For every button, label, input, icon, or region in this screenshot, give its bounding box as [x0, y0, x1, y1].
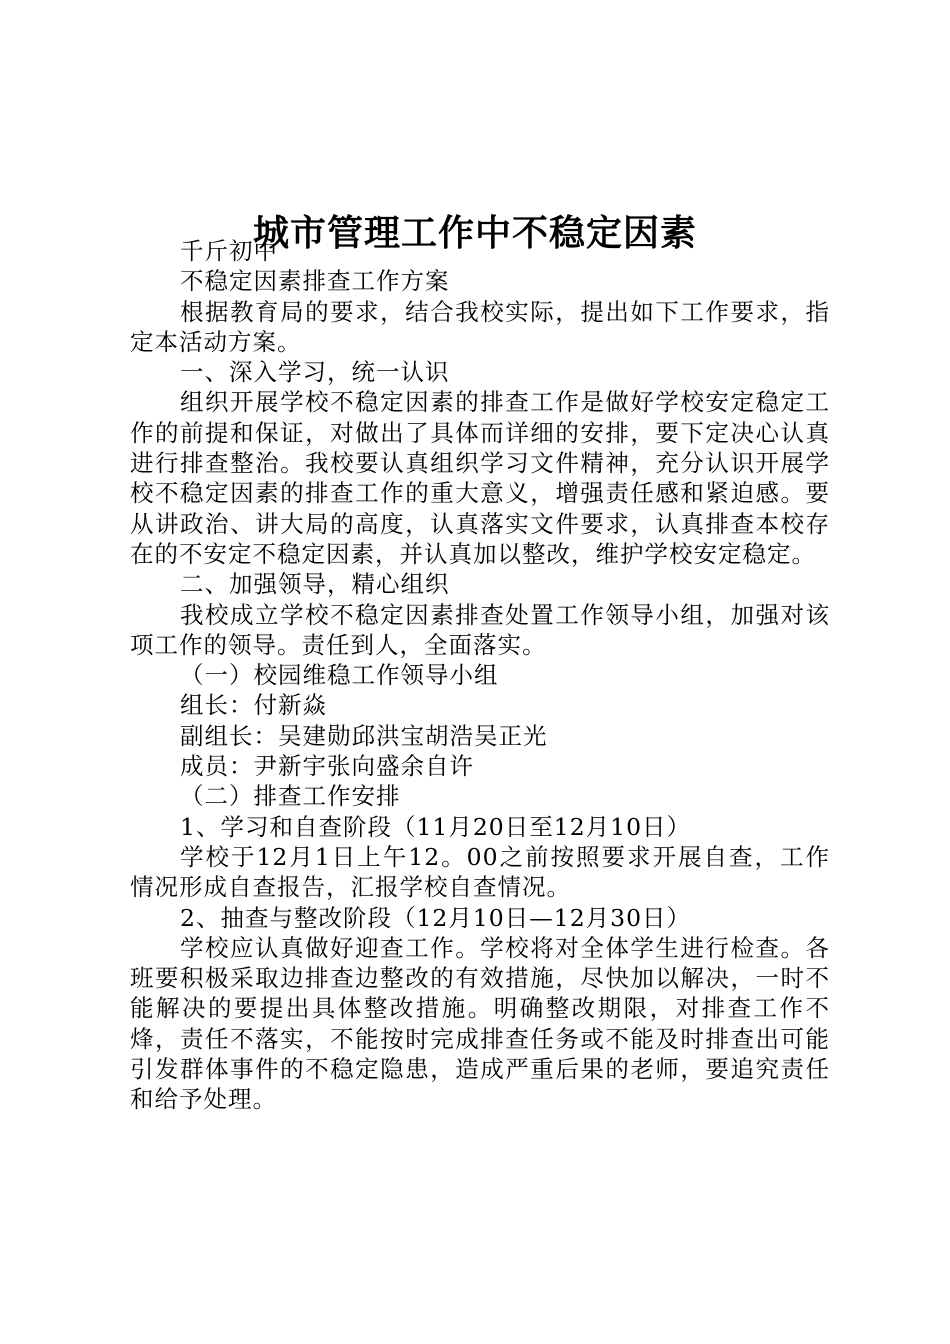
paragraph: 我校成立学校不稳定因素排查处置工作领导小组，加强对该项工作的领导。责任到人，全面落实。 — [130, 600, 830, 659]
school-name: 千斤初中 — [180, 237, 278, 265]
subsection-heading: （二）排查工作安排 — [180, 782, 401, 811]
phase-heading: 2、抽查与整改阶段（12月10日—12月30日） — [180, 903, 692, 932]
document-body — [130, 236, 830, 1115]
paragraph: 学校应认真做好迎查工作。学校将对全体学生进行检查。各班要积极采取边排查边整改的有效措施，尽快加以解决，一时不能解决的要提出具体整改措施。明确整改期限，对排查工作不烽，责任不落实，不能按时完成排查任务或不能及时排查出可能引发群体事件的不稳定隐患，造成严重后果的老师，要追究责任和给予处理。 — [130, 933, 830, 1114]
team-deputy-leaders: 副组长：吴建勋邱洪宝胡浩吴正光 — [180, 721, 548, 750]
paragraph: 组织开展学校不稳定因素的排查工作是做好学校安定稳定工作的前提和保证，对做出了具体而详细的安排，要下定决心认真进行排查整治。我校要认真组织学习文件精神，充分认识开展学校不稳定因素的排查工作的重大意义，增强责任感和紧迫感。要从讲政治、讲大局的高度，认真落实文件要求，认真排查本校存在的不安定不稳定因素，并认真加以整改，维护学校安定稳定。 — [130, 388, 830, 568]
document-title: 城市管理工作中不稳定因素 — [252, 212, 697, 255]
phase-heading: 1、学习和自查阶段（11月20日至12月10日） — [180, 812, 692, 841]
paragraph: 根据教育局的要求，结合我校实际，提出如下工作要求，指定本活动方案。 — [130, 297, 830, 356]
subsection-heading: （一）校园维稳工作领导小组 — [180, 661, 499, 690]
paragraph: 学校于12月1日上午12。00之前按照要求开展自查，工作情况形成自查报告，汇报学校自查情况。 — [130, 842, 830, 902]
section-heading: 二、加强领导，精心组织 — [180, 570, 450, 599]
team-leader: 组长：付新焱 — [180, 691, 327, 720]
plan-title: 不稳定因素排查工作方案 — [180, 267, 450, 296]
team-members: 成员：尹新宇张向盛余自许 — [180, 752, 474, 781]
section-heading: 一、深入学习，统一认识 — [180, 358, 450, 387]
